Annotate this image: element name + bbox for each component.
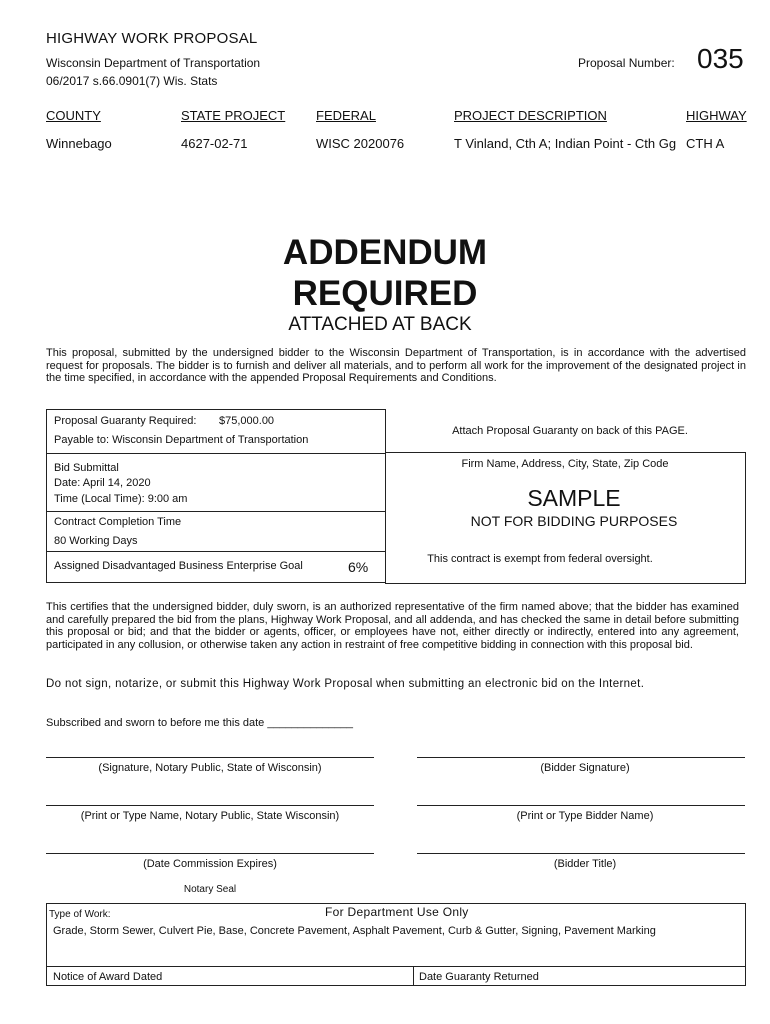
project-description-header: PROJECT DESCRIPTION [454, 108, 607, 123]
guaranty-returned-label: Date Guaranty Returned [419, 971, 539, 983]
highway-header: HIGHWAY [686, 108, 747, 123]
state-project-value: 4627-02-71 [181, 136, 248, 151]
notary-signature-label: (Signature, Notary Public, State of Wisconsin) [98, 762, 322, 774]
notary-seal-label: Notary Seal [183, 884, 237, 895]
federal-header: FEDERAL [316, 108, 376, 123]
intro-paragraph: This proposal, submitted by the undersigned bidder to the Wisconsin Department of Transportation, is in accordance with the advertised request for proposals. The bidder is to furnish and deliver all materials, and to perform all work for the improvement of the designated project in the time specified, in accordance with the appended Proposal Requirements and Conditions. [46, 347, 746, 384]
proposal-number: 035 [697, 43, 744, 74]
highway-value: CTH A [686, 136, 725, 151]
type-of-work-label: Type of Work: [49, 909, 111, 920]
county-header: COUNTY [46, 108, 101, 123]
bidder-title-line[interactable] [417, 853, 745, 854]
dbe-goal-box [46, 551, 386, 583]
bid-date: Date: April 14, 2020 [54, 477, 151, 489]
department-name: Wisconsin Department of Transportation [46, 56, 261, 70]
sample-watermark: SAMPLE [527, 485, 621, 511]
completion-box [46, 511, 386, 551]
guaranty-required-label: Proposal Guaranty Required: [54, 415, 197, 427]
bidder-signature-line[interactable] [417, 757, 745, 758]
department-use-box [46, 903, 746, 966]
project-description-value: T Vinland, Cth A; Indian Point - Cth Gg [454, 136, 677, 151]
notary-signature-line[interactable] [46, 757, 374, 758]
proposal-number-label: Proposal Number: [578, 56, 675, 70]
bidder-name-line[interactable] [417, 805, 745, 806]
bid-submittal-label: Bid Submittal [54, 462, 119, 474]
bid-submittal-box [46, 453, 386, 511]
notary-name-label: (Print or Type Name, Notary Public, State Wisconsin) [80, 810, 340, 822]
dbe-goal-value: 6% [348, 559, 369, 575]
guaranty-payable: Payable to: Wisconsin Department of Transportation [54, 434, 309, 446]
firm-label: Firm Name, Address, City, State, Zip Code [461, 458, 669, 470]
completion-value: 80 Working Days [54, 535, 138, 547]
award-row-divider [413, 967, 414, 986]
type-of-work-value: Grade, Storm Sewer, Culvert Pie, Base, Concrete Pavement, Asphalt Pavement, Curb & Gutter, Signing, Pavement Marking [53, 925, 656, 937]
certification-paragraph: This certifies that the undersigned bidder, duly sworn, is an authorized representative of the firm named above; that the bidder has examined and carefully prepared the bid from the plans, Highway Work Proposal, and all addenda, and has checked the same in detail before submitting this proposal or bid; and that the bidder or agents, officer, or employees have not, either directly or indirectly, entered into any agreement, participated in any collusion, or otherwise taken any action in restraint of free competitive bidding in connection with this proposal bid. [46, 601, 739, 651]
guaranty-amount: $75,000.00 [219, 415, 275, 427]
commission-line[interactable] [46, 853, 374, 854]
addendum-heading: ADDENDUM [282, 233, 488, 272]
attached-at-back: ATTACHED AT BACK [288, 314, 472, 335]
department-use-title: For Department Use Only [325, 905, 469, 919]
state-project-header: STATE PROJECT [181, 108, 286, 123]
notary-name-line[interactable] [46, 805, 374, 806]
federal-value: WISC 2020076 [316, 136, 405, 151]
required-heading: REQUIRED [292, 274, 478, 313]
bidder-name-label: (Print or Type Bidder Name) [516, 810, 654, 822]
not-for-bidding: NOT FOR BIDDING PURPOSES [470, 513, 678, 529]
commission-label: (Date Commission Expires) [143, 858, 277, 870]
electronic-bid-note: Do not sign, notarize, or submit this Highway Work Proposal when submitting an electronic bid on the Internet. [46, 678, 645, 690]
county-value: Winnebago [46, 136, 112, 151]
bid-time: Time (Local Time): 9:00 am [54, 493, 188, 505]
subscribed-sworn: Subscribed and sworn to before me this date ______________ [46, 717, 353, 729]
bidder-title-label: (Bidder Title) [553, 858, 617, 870]
statute-reference: 06/2017 s.66.0901(7) Wis. Stats [46, 74, 218, 88]
firm-box [385, 452, 746, 584]
award-row [46, 966, 746, 986]
completion-label: Contract Completion Time [54, 516, 182, 528]
notice-of-award-label: Notice of Award Dated [53, 971, 163, 983]
guaranty-box [46, 409, 386, 453]
federal-exempt-note: This contract is exempt from federal oversight. [427, 553, 653, 565]
attach-guaranty-note: Attach Proposal Guaranty on back of this PAGE. [452, 425, 688, 437]
form-title: HIGHWAY WORK PROPOSAL [46, 30, 258, 47]
dbe-goal-label: Assigned Disadvantaged Business Enterprise Goal [54, 560, 303, 572]
bidder-signature-label: (Bidder Signature) [540, 762, 630, 774]
